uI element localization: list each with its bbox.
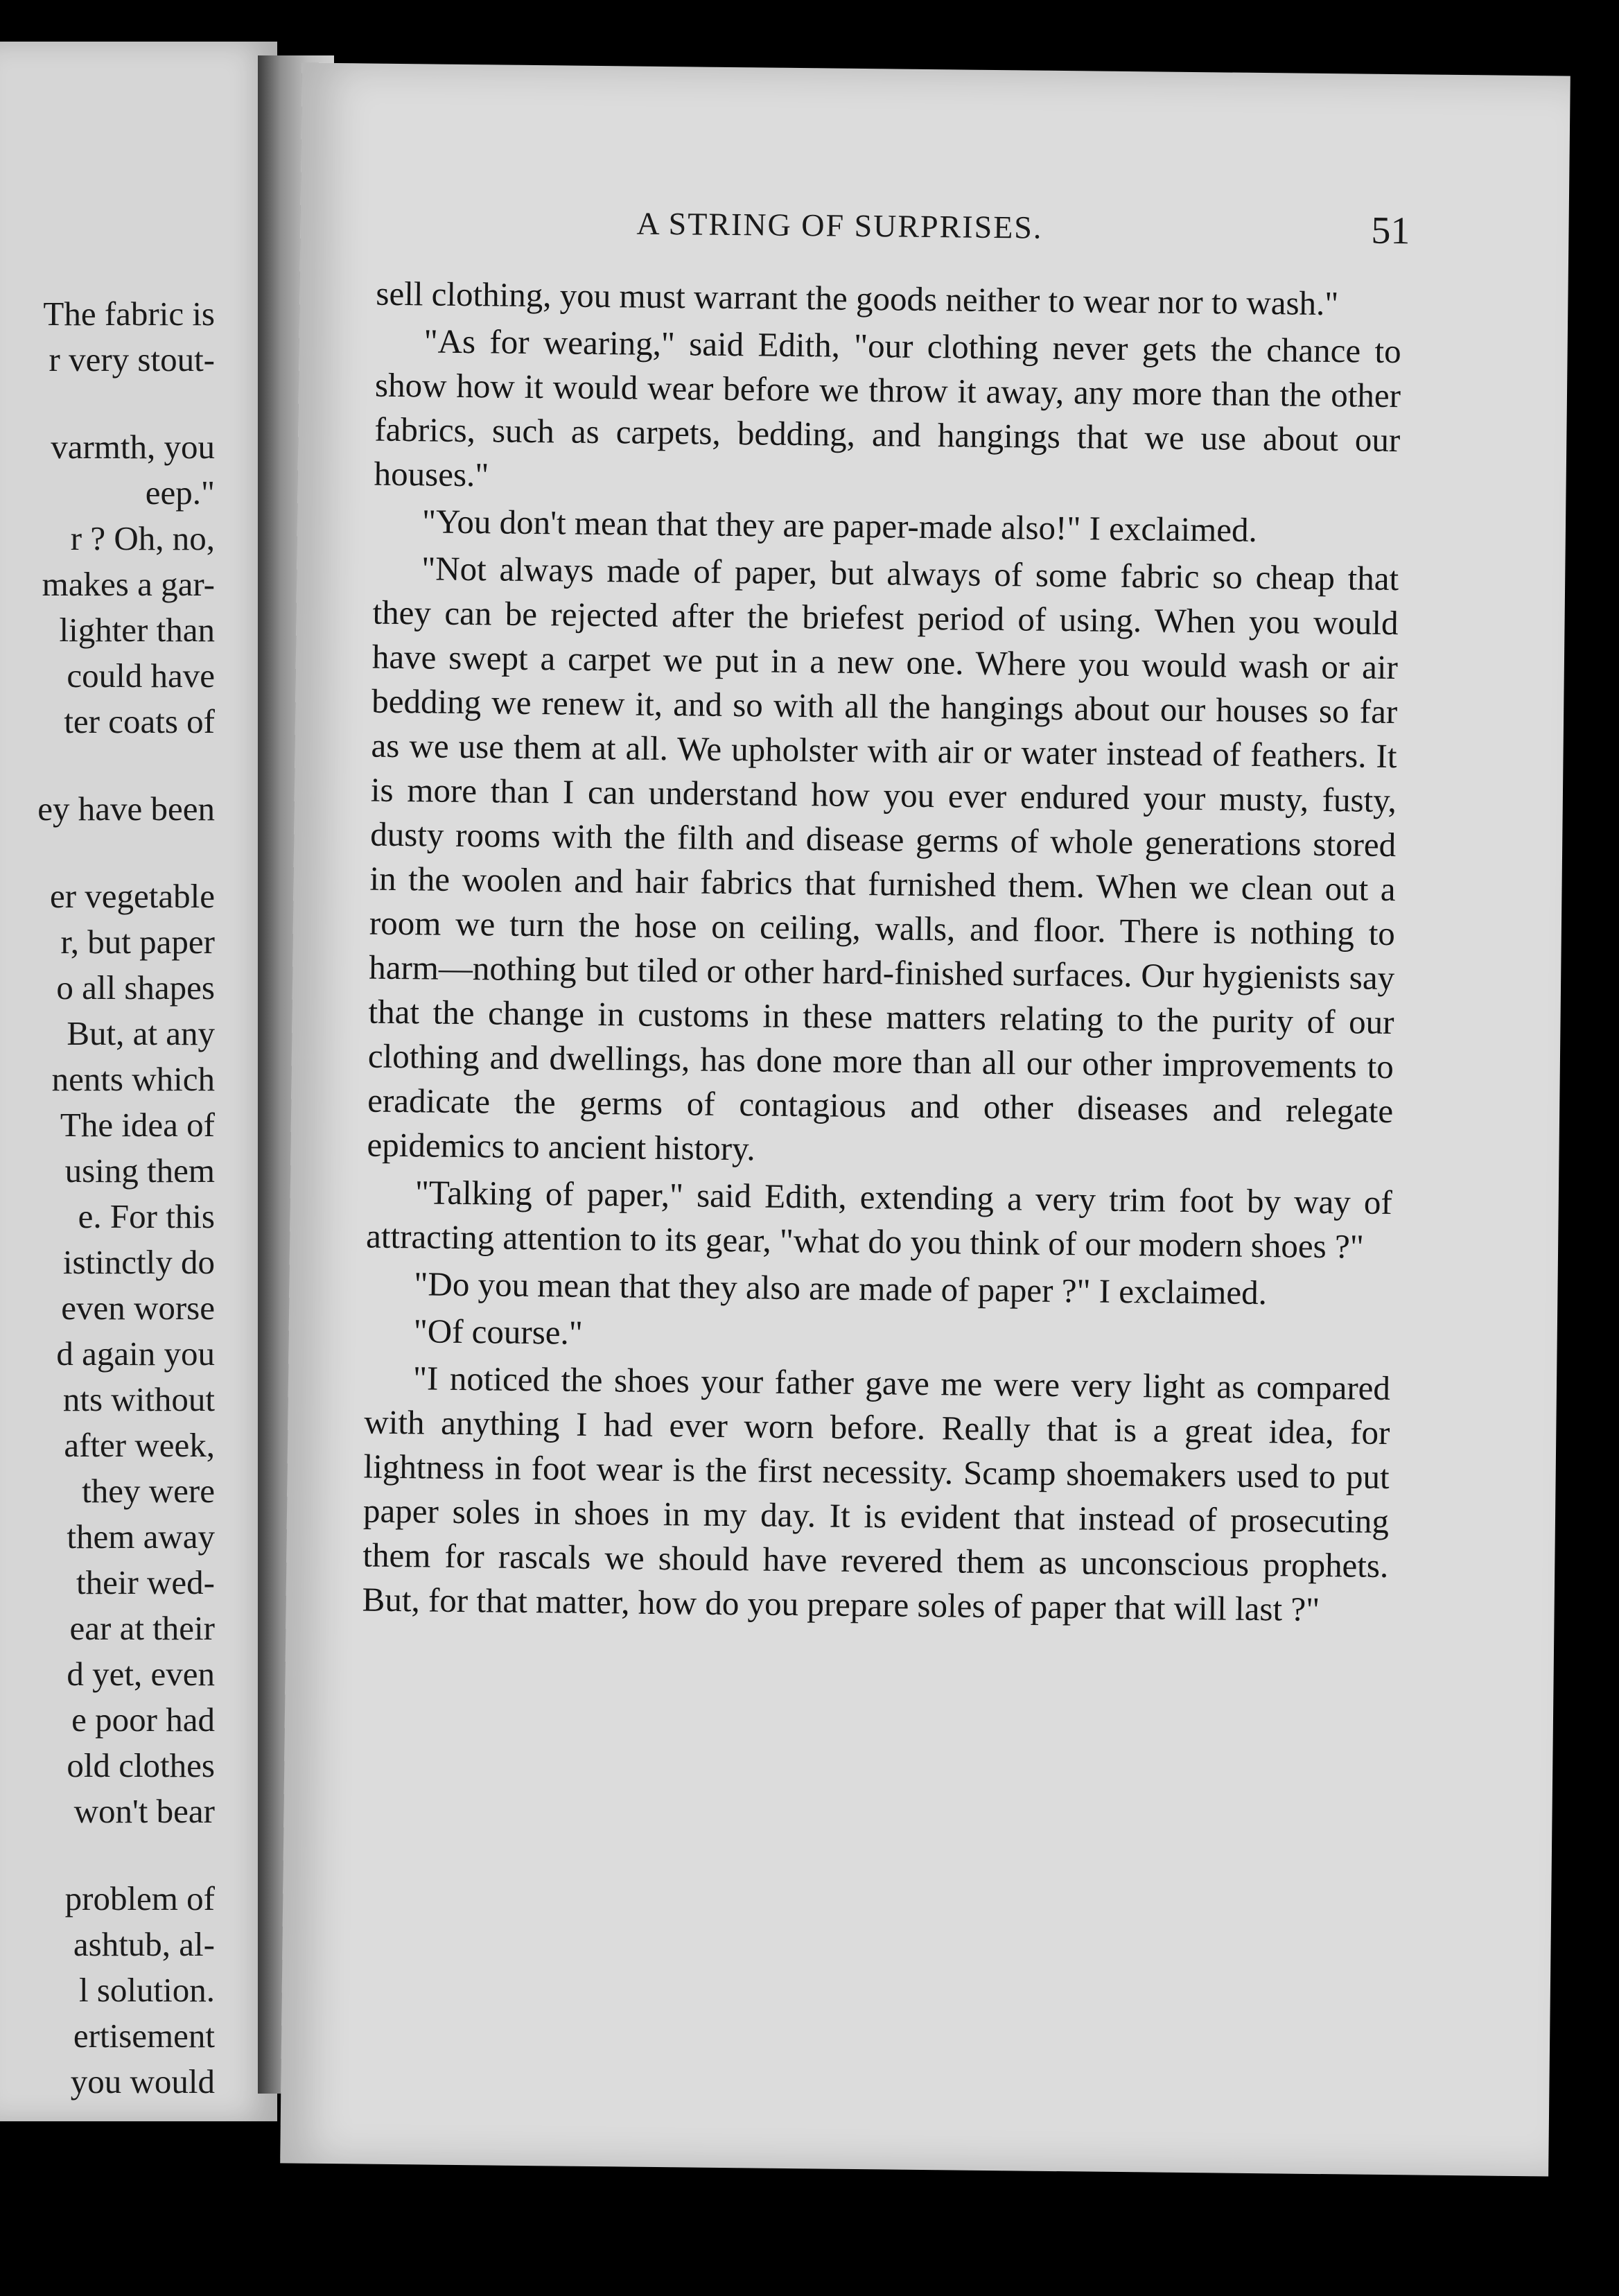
left-line: ear at their <box>69 1609 215 1647</box>
left-line: ashtub, al- <box>73 1925 215 1963</box>
left-line: their wed- <box>76 1563 215 1601</box>
left-line: nts without <box>62 1380 215 1418</box>
running-head <box>300 201 1569 263</box>
left-line: d yet, even <box>67 1655 215 1693</box>
left-line: e. For this <box>78 1197 215 1235</box>
left-line: them away <box>67 1517 215 1556</box>
paragraph: "You don't mean that they are paper-made also!" I exclaimed. <box>421 502 1258 549</box>
left-line: er vegetable <box>49 877 215 915</box>
left-line: eep." <box>145 473 215 512</box>
left-line: even worse <box>61 1289 215 1327</box>
left-line: could have <box>67 656 215 695</box>
left-line: they were <box>82 1472 215 1510</box>
page-body <box>362 272 1401 1635</box>
left-line: makes a gar- <box>42 565 215 603</box>
left-line-gap <box>0 1834 215 1876</box>
left-line: ter coats of <box>64 702 215 740</box>
left-line: r very stout- <box>49 340 215 379</box>
paragraph: "Do you mean that they also are made of paper ?" I exclaimed. <box>414 1264 1268 1312</box>
left-line: r, but paper <box>60 923 215 961</box>
left-line: ertisement <box>73 2017 215 2055</box>
left-line: e poor had <box>71 1701 215 1739</box>
paragraph: "Talking of paper," said Edith, extending a very trim foot by way of attracting attention to its gear, "what do you think of our modern shoes ?" <box>365 1173 1393 1266</box>
paragraph: "I noticed the shoes your father gave me were very light as compared with anything I had ever worn before. Really that is a great idea, for lightness in foot wear is the first necessity. Scamp shoemakers used to put paper soles in shoes in my day. It is evident that instead of prosecuting them for rascals we should have revered them as unconscious prophets. But, for that matter, how do you prepare soles of paper that will last ?" <box>362 1359 1391 1628</box>
left-line: using them <box>64 1151 215 1190</box>
paragraph: "Not always made of paper, but always of some fabric so cheap that they can be rejected after the briefest period of using. When you would have swept a carpet we put in a new one. Where you would wash or air bedding we renew it, and so with all the hangings about our houses so far as we use them at all. We upholster with air or water instead of feathers. It is more than I can understand how you ever endured your musty, fusty, dusty rooms with the filth and disease germs of whole generations stored in the woolen and hair fabrics that furnished them. When we clean out a room we turn the hose on ceiling, walls, and floor. There is nothing to harm—nothing but tiled or other hard-finished surfaces. Our hygienists say that the change in customs in these matters relating to the purity of our clothing and dwellings, has done more than all our other improvements to eradicate the germs of contagious and other diseases and relegate epidemics to ancient history. <box>367 549 1399 1168</box>
left-line: after week, <box>64 1426 215 1464</box>
right-page <box>280 63 1570 2177</box>
left-line-gap <box>0 832 215 873</box>
left-line: lighter than <box>59 611 215 649</box>
left-line: The idea of <box>60 1106 215 1144</box>
left-line: old clothes <box>67 1746 215 1784</box>
paragraph: sell clothing, you must warrant the goods neither to wear nor to wash." <box>376 274 1339 323</box>
left-line: problem of <box>64 1879 215 1917</box>
paragraph: "Of course." <box>413 1312 584 1352</box>
left-line: varmth, you <box>51 428 215 466</box>
left-line: nents which <box>51 1060 215 1098</box>
left-page-text <box>0 291 215 2105</box>
left-line: But, at any <box>67 1014 215 1052</box>
left-line: The fabric is <box>43 295 215 333</box>
left-page <box>0 42 277 2121</box>
left-line: you would <box>70 2062 215 2101</box>
left-line: d again you <box>56 1334 215 1373</box>
left-line: won't bear <box>73 1792 215 1830</box>
paragraph: "As for wearing," said Edith, "our clothing never gets the chance to show how it would wear before we throw it away, any more than the other fabrics, such as carpets, bedding, and hangings that we use about our houses." <box>374 322 1401 494</box>
running-title: A STRING OF SURPRISES. <box>636 205 1043 245</box>
left-line: ey have been <box>37 790 215 828</box>
left-line-gap <box>0 745 215 786</box>
left-line: istinctly do <box>62 1243 215 1281</box>
left-line: l solution. <box>78 1971 215 2009</box>
left-line: r ? Oh, no, <box>70 519 215 557</box>
page-number: 51 <box>1371 209 1410 253</box>
left-line-gap <box>0 383 215 424</box>
left-line: o all shapes <box>56 968 215 1007</box>
